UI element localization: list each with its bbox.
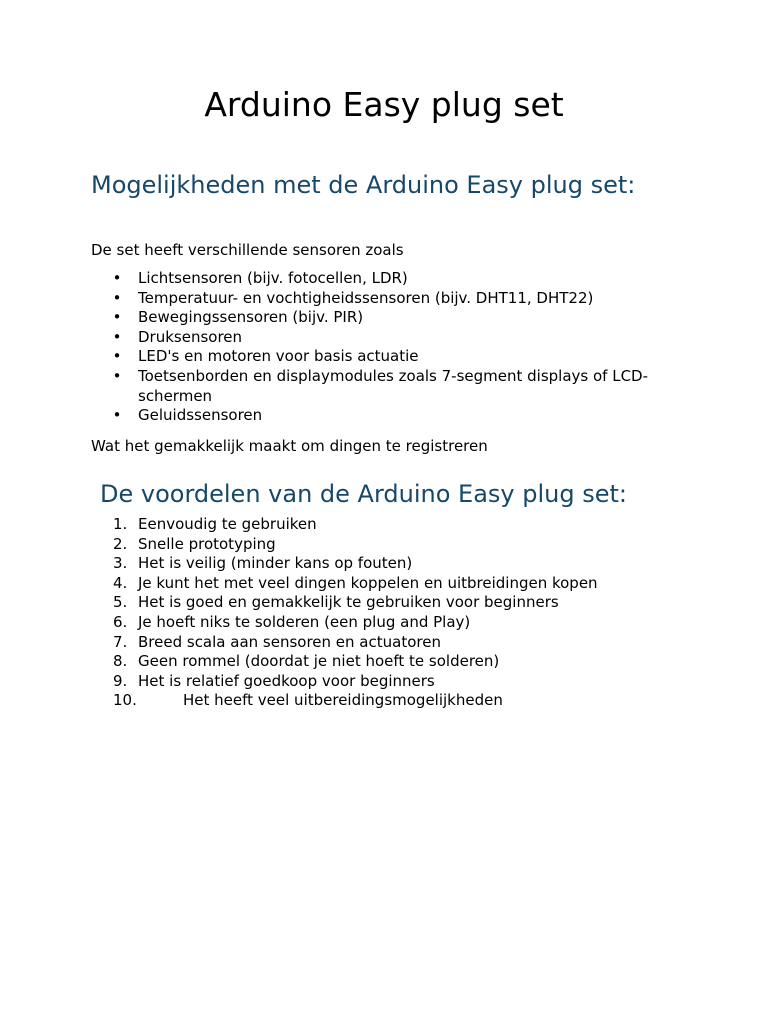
list-item: [91, 347, 681, 367]
list-item: [91, 328, 681, 348]
list-number: 9.: [113, 671, 128, 690]
list-number: 2.: [113, 534, 128, 553]
list-number: 4.: [113, 573, 128, 592]
list-number: 5.: [113, 593, 128, 612]
section-heading-possibilities: Mogelijkheden met de Arduino Easy plug set:: [91, 171, 636, 199]
bullet-icon: •: [112, 406, 122, 425]
bullet-icon: •: [112, 269, 122, 287]
list-item: [91, 367, 681, 406]
list-item-text: Eenvoudig te gebruiken: [138, 515, 317, 533]
list-item-text: Het is goed en gemakkelijk te gebruiken voor beginners: [138, 593, 559, 612]
list-item: [91, 593, 691, 613]
list-item-text: Je kunt het met veel dingen koppelen en uitbreidingen kopen: [138, 573, 598, 592]
list-item: [91, 633, 691, 653]
list-item: [91, 515, 691, 535]
list-item: [91, 554, 691, 574]
bullet-icon: •: [112, 366, 122, 385]
list-item-text: Lichtsensoren (bijv. fotocellen, LDR): [138, 269, 408, 287]
list-number: 3.: [113, 554, 128, 573]
list-number: 8.: [113, 652, 128, 671]
document-title: Arduino Easy plug set: [204, 85, 564, 124]
list-item-text: Het is relatief goedkoop voor beginners: [138, 671, 435, 690]
bullet-icon: •: [112, 288, 122, 307]
list-number: 7.: [113, 632, 128, 651]
list-item-text: Je hoeft niks te solderen (een plug and Play): [138, 612, 471, 631]
list-item: [91, 308, 681, 328]
list-item: [91, 691, 691, 711]
list-item: [91, 535, 691, 555]
bullet-icon: •: [112, 327, 122, 346]
bullet-icon: •: [112, 308, 122, 327]
list-item-text: Geluidssensoren: [138, 406, 263, 425]
list-item-text: Het is veilig (minder kans op fouten): [138, 554, 413, 573]
list-item-text: LED's en motoren voor basis actuatie: [138, 347, 419, 366]
list-number: 10.: [113, 691, 137, 710]
sensor-bullet-list: [91, 269, 681, 426]
list-item: [91, 289, 681, 309]
list-item-text: Snelle prototyping: [138, 534, 276, 553]
list-item: [91, 672, 691, 692]
list-number: 1.: [113, 515, 128, 533]
list-item: [91, 574, 691, 594]
list-number: 6.: [113, 612, 128, 631]
section-heading-advantages: De voordelen van de Arduino Easy plug set:: [100, 480, 627, 508]
list-item: [91, 406, 681, 426]
list-item-text: Temperatuur- en vochtigheidssensoren (bijv. DHT11, DHT22): [138, 288, 594, 307]
bullet-icon: •: [112, 347, 122, 366]
list-item-text: Breed scala aan sensoren en actuatoren: [138, 632, 441, 651]
intro-paragraph: De set heeft verschillende sensoren zoals: [91, 241, 404, 259]
list-item-text: Het heeft veel uitbereidingsmogelijkheden: [183, 691, 503, 710]
list-item: [91, 613, 691, 633]
list-item-text: Geen rommel (doordat je niet hoeft te solderen): [138, 652, 500, 671]
list-item: [91, 269, 681, 289]
outro-paragraph: Wat het gemakkelijk maakt om dingen te registreren: [91, 437, 488, 455]
list-item-text: Druksensoren: [138, 327, 243, 346]
list-item: [91, 652, 691, 672]
advantages-numbered-list: [91, 515, 691, 711]
list-item-text: Toetsenborden en displaymodules zoals 7-segment displays of LCD-schermen: [138, 366, 649, 405]
list-item-text: Bewegingssensoren (bijv. PIR): [138, 308, 364, 327]
